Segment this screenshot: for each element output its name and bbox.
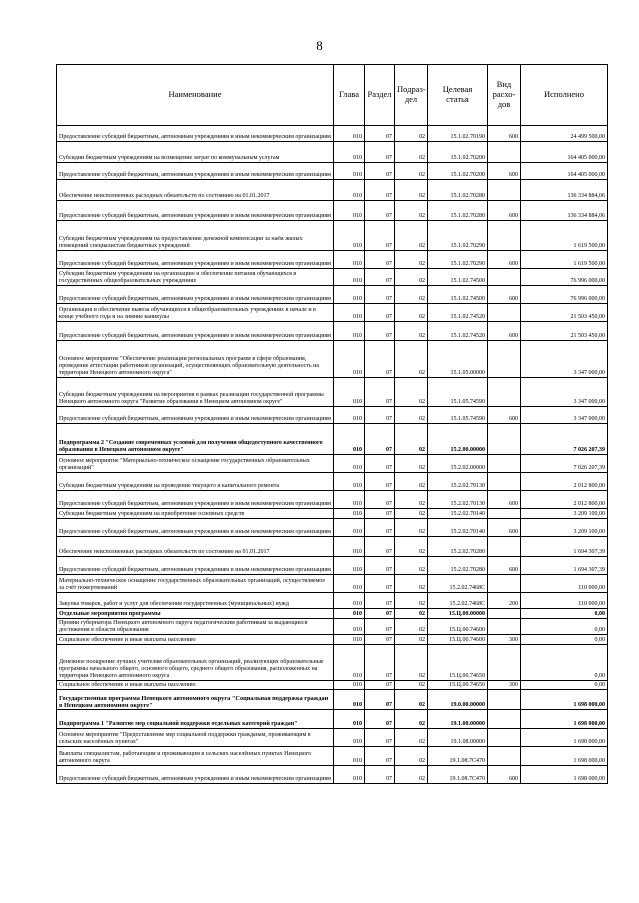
row-razdel: 07: [365, 126, 395, 142]
row-podrazdel: 02: [395, 378, 428, 407]
table-row: [57, 519, 608, 537]
row-vid: [488, 473, 521, 491]
row-razdel: 07: [365, 322, 395, 341]
table-row: [57, 304, 608, 322]
row-ispolneno: 7 026 207,39: [521, 424, 608, 455]
row-ispolneno: 1 694 307,39: [521, 537, 608, 557]
row-ispolneno: 21 503 450,00: [521, 304, 608, 322]
row-glava: 010: [334, 304, 365, 322]
row-razdel: 07: [365, 491, 395, 509]
row-glava: 010: [334, 645, 365, 681]
row-podrazdel: 02: [395, 341, 428, 378]
row-vid: 600: [488, 286, 521, 304]
row-razdel: 07: [365, 304, 395, 322]
row-name: Материально-техническое оснащение государственных образовательных организаций, осуществляемое за счёт пожертвований: [57, 575, 334, 593]
row-razdel: 07: [365, 269, 395, 286]
row-statya: 15.2.02.00000: [428, 455, 488, 473]
row-glava: 010: [334, 341, 365, 378]
table-row: [57, 681, 608, 690]
table-row: [57, 729, 608, 747]
row-razdel: 07: [365, 729, 395, 747]
table-row: [57, 126, 608, 142]
row-ispolneno: 164 405 000,00: [521, 163, 608, 180]
row-name: Предоставление субсидий бюджетным, автономным учреждениям и иным некоммерческим организациям: [57, 201, 334, 221]
row-glava: 010: [334, 163, 365, 180]
row-statya: 15.1.02.70290: [428, 251, 488, 269]
row-statya: 15.2.02.70140: [428, 509, 488, 519]
row-statya: 15.Ц.00.74600: [428, 635, 488, 645]
row-vid: 600: [488, 491, 521, 509]
row-podrazdel: 02: [395, 180, 428, 201]
row-razdel: 07: [365, 690, 395, 710]
table-row: [57, 251, 608, 269]
row-glava: 010: [334, 322, 365, 341]
row-vid: 600: [488, 766, 521, 784]
row-name: Субсидии бюджетным учреждениям на проведение текущего и капитального ремонта: [57, 473, 334, 491]
row-razdel: 07: [365, 407, 395, 424]
row-ispolneno: 2 012 800,00: [521, 473, 608, 491]
row-vid: 200: [488, 593, 521, 609]
row-glava: 010: [334, 286, 365, 304]
row-razdel: 07: [365, 180, 395, 201]
row-razdel: 07: [365, 473, 395, 491]
row-statya: 15.Ц.00.74650: [428, 681, 488, 690]
row-razdel: 07: [365, 286, 395, 304]
table-body: [57, 126, 608, 784]
table-row: [57, 473, 608, 491]
row-glava: 010: [334, 378, 365, 407]
row-statya: 15.1.02.74520: [428, 322, 488, 341]
row-vid: [488, 341, 521, 378]
row-name: Предоставление субсидий бюджетным, автономным учреждениям и иным некоммерческим организациям: [57, 322, 334, 341]
table-row: [57, 455, 608, 473]
row-glava: 010: [334, 269, 365, 286]
row-glava: 010: [334, 766, 365, 784]
row-vid: 600: [488, 251, 521, 269]
row-name: Предоставление субсидий бюджетным, автономным учреждениям и иным некоммерческим организациям: [57, 251, 334, 269]
row-ispolneno: 1 698 000,00: [521, 690, 608, 710]
table-row: [57, 509, 608, 519]
row-ispolneno: 0,00: [521, 609, 608, 619]
table-row: [57, 269, 608, 286]
row-statya: 19.0.00.00000: [428, 690, 488, 710]
row-glava: 010: [334, 424, 365, 455]
table-row: [57, 201, 608, 221]
row-name: Предоставление субсидий бюджетным, автономным учреждениям и иным некоммерческим организациям: [57, 163, 334, 180]
row-razdel: 07: [365, 509, 395, 519]
table-row: [57, 766, 608, 784]
row-statya: 19.1.00.00000: [428, 710, 488, 729]
row-name: Основное мероприятие "Материально-техническое оснащение государственных образовательных организаций": [57, 455, 334, 473]
row-vid: [488, 747, 521, 766]
row-vid: [488, 537, 521, 557]
row-name: Основное мероприятие "Обеспечение реализации региональных программ в сфере образования, проведение аттестации работников организаций, осуществляющих образовательную деятельность на территории Ненецкого автономного округа": [57, 341, 334, 378]
row-statya: 15.2.00.00000: [428, 424, 488, 455]
table-row: [57, 407, 608, 424]
row-vid: 300: [488, 635, 521, 645]
table-row: [57, 575, 608, 593]
row-razdel: 07: [365, 251, 395, 269]
row-name: Закупка товаров, работ и услуг для обеспечения государственных (муниципальных) нужд: [57, 593, 334, 609]
row-name: Обеспечение неисполненных расходных обязательств по состоянию на 01.01.2017: [57, 180, 334, 201]
row-glava: 010: [334, 537, 365, 557]
row-razdel: 07: [365, 619, 395, 635]
row-name: Организация и обеспечение вывоза обучающихся в общеобразовательных учреждениях в начале и в конце учебного года и на зимние каникулы: [57, 304, 334, 322]
row-statya: 15.2.02.70130: [428, 491, 488, 509]
table-row: [57, 163, 608, 180]
row-ispolneno: 76 996 000,00: [521, 286, 608, 304]
row-glava: 010: [334, 407, 365, 424]
row-statya: 15.Ц.00.00000: [428, 609, 488, 619]
row-name: Выплаты специалистам, работающим и проживающим в сельских населённых пунктах Ненецкого автономного округа: [57, 747, 334, 766]
row-razdel: 07: [365, 455, 395, 473]
row-razdel: 07: [365, 766, 395, 784]
row-razdel: 07: [365, 537, 395, 557]
row-statya: 15.2.02.70140: [428, 519, 488, 537]
row-statya: 19.1.08.7С470: [428, 747, 488, 766]
row-glava: 010: [334, 473, 365, 491]
row-ispolneno: 1 694 307,39: [521, 557, 608, 575]
row-name: Предоставление субсидий бюджетным, автономным учреждениям и иным некоммерческим организациям: [57, 126, 334, 142]
row-statya: 19.1.08.7С470: [428, 766, 488, 784]
row-name: Предоставление субсидий бюджетным, автономным учреждениям и иным некоммерческим организациям: [57, 491, 334, 509]
row-ispolneno: 76 996 000,00: [521, 269, 608, 286]
row-statya: 15.1.05.00000: [428, 341, 488, 378]
row-glava: 010: [334, 729, 365, 747]
row-name: Денежное поощрение лучших учителям образовательных организаций, реализующих образовательные программы начального общего, основного общего, среднего общего образования, расположенных на территории Ненецкого автономного округа: [57, 645, 334, 681]
row-podrazdel: 02: [395, 766, 428, 784]
row-razdel: 07: [365, 645, 395, 681]
table-row: [57, 286, 608, 304]
row-razdel: 07: [365, 747, 395, 766]
row-podrazdel: 02: [395, 519, 428, 537]
row-razdel: 07: [365, 201, 395, 221]
row-name: Субсидии бюджетным учреждениям на организацию и обеспечение питания обучающихся в государственных общеобразовательных учреждениях: [57, 269, 334, 286]
row-name: Обеспечение неисполненных расходных обязательств по состоянию на 01.01.2017: [57, 537, 334, 557]
row-name: Подпрограмма 1 "Развитие мер социальной поддержки отдельных категорий граждан": [57, 710, 334, 729]
table-row: [57, 142, 608, 163]
row-name: Подпрограмма 2 "Создание современных условий для получения общедоступного качественного образования в Ненецком автономном округе": [57, 424, 334, 455]
row-statya: 15.1.02.70280: [428, 180, 488, 201]
row-name: Субсидии бюджетным учреждениям на возмещение затрат по коммунальным услугам: [57, 142, 334, 163]
row-vid: [488, 619, 521, 635]
row-name: Отдельные мероприятия программы: [57, 609, 334, 619]
row-glava: 010: [334, 690, 365, 710]
table-row: [57, 537, 608, 557]
row-podrazdel: 02: [395, 635, 428, 645]
row-vid: [488, 378, 521, 407]
row-podrazdel: 02: [395, 509, 428, 519]
row-name: Предоставление субсидий бюджетным, автономным учреждениям и иным некоммерческим организациям: [57, 766, 334, 784]
column-header-razdel: Раздел: [365, 65, 395, 126]
row-statya: 15.1.02.70200: [428, 163, 488, 180]
row-razdel: 07: [365, 163, 395, 180]
row-vid: [488, 424, 521, 455]
row-statya: 15.1.02.70190: [428, 126, 488, 142]
row-podrazdel: 02: [395, 609, 428, 619]
row-podrazdel: 02: [395, 619, 428, 635]
row-ispolneno: 3 347 000,00: [521, 407, 608, 424]
table-row: [57, 609, 608, 619]
row-ispolneno: 0,00: [521, 619, 608, 635]
row-ispolneno: 3 347 000,00: [521, 378, 608, 407]
row-vid: 600: [488, 163, 521, 180]
row-ispolneno: 1 619 500,00: [521, 221, 608, 251]
row-razdel: 07: [365, 378, 395, 407]
row-vid: 600: [488, 557, 521, 575]
row-ispolneno: 24 499 500,00: [521, 126, 608, 142]
table-row: [57, 619, 608, 635]
page-number: 8: [316, 38, 323, 53]
row-glava: 010: [334, 681, 365, 690]
row-razdel: 07: [365, 557, 395, 575]
row-vid: [488, 609, 521, 619]
row-statya: 15.2.02.70280: [428, 537, 488, 557]
column-header-glava: Глава: [334, 65, 365, 126]
row-name: Предоставление субсидий бюджетным, автономным учреждениям и иным некоммерческим организациям: [57, 407, 334, 424]
row-glava: 010: [334, 593, 365, 609]
row-vid: 600: [488, 201, 521, 221]
row-glava: 010: [334, 747, 365, 766]
row-ispolneno: 1 619 500,00: [521, 251, 608, 269]
row-ispolneno: 0,00: [521, 681, 608, 690]
row-ispolneno: 136 334 884,06: [521, 201, 608, 221]
row-statya: 15.2.02.70280: [428, 557, 488, 575]
row-razdel: 07: [365, 710, 395, 729]
row-vid: [488, 221, 521, 251]
row-statya: 15.1.02.74500: [428, 286, 488, 304]
row-ispolneno: 7 026 207,39: [521, 455, 608, 473]
row-podrazdel: 02: [395, 747, 428, 766]
row-ispolneno: 3 347 000,00: [521, 341, 608, 378]
row-podrazdel: 02: [395, 557, 428, 575]
row-vid: 600: [488, 322, 521, 341]
row-glava: 010: [334, 635, 365, 645]
row-name: Предоставление субсидий бюджетным, автономным учреждениям и иным некоммерческим организациям: [57, 519, 334, 537]
row-podrazdel: 02: [395, 269, 428, 286]
column-header-name: Наименование: [57, 65, 334, 126]
row-glava: 010: [334, 180, 365, 201]
row-vid: [488, 269, 521, 286]
row-vid: [488, 180, 521, 201]
row-podrazdel: 02: [395, 681, 428, 690]
row-glava: 010: [334, 491, 365, 509]
row-vid: [488, 509, 521, 519]
row-vid: [488, 142, 521, 163]
row-statya: 15.1.02.70290: [428, 221, 488, 251]
row-razdel: 07: [365, 341, 395, 378]
table-row: [57, 491, 608, 509]
row-vid: 300: [488, 681, 521, 690]
table-row: [57, 645, 608, 681]
row-statya: 15.1.02.70200: [428, 142, 488, 163]
row-razdel: 07: [365, 424, 395, 455]
row-glava: 010: [334, 221, 365, 251]
row-vid: 600: [488, 126, 521, 142]
row-glava: 010: [334, 619, 365, 635]
row-podrazdel: 02: [395, 455, 428, 473]
row-name: Социальное обеспечение и иные выплаты населению: [57, 681, 334, 690]
row-name: Социальное обеспечение и иные выплаты населению: [57, 635, 334, 645]
row-glava: 010: [334, 251, 365, 269]
row-vid: [488, 710, 521, 729]
row-razdel: 07: [365, 635, 395, 645]
row-podrazdel: 02: [395, 491, 428, 509]
row-razdel: 07: [365, 593, 395, 609]
table-row: [57, 690, 608, 710]
row-glava: 010: [334, 710, 365, 729]
row-ispolneno: 1 698 000,00: [521, 766, 608, 784]
row-ispolneno: 3 209 100,00: [521, 509, 608, 519]
table-row: [57, 341, 608, 378]
row-razdel: 07: [365, 221, 395, 251]
row-vid: [488, 690, 521, 710]
row-podrazdel: 02: [395, 537, 428, 557]
row-podrazdel: 02: [395, 322, 428, 341]
row-ispolneno: 3 209 100,00: [521, 519, 608, 537]
row-podrazdel: 02: [395, 163, 428, 180]
row-name: Субсидии бюджетным учреждениям на мероприятия в рамках реализации государственной программы Ненецкого автономного округа "Развитие образования в Ненецком автономном округе": [57, 378, 334, 407]
row-statya: 15.1.05.74590: [428, 407, 488, 424]
row-statya: 15.Ц.00.74650: [428, 645, 488, 681]
row-razdel: 07: [365, 575, 395, 593]
column-header-statya: Целевая статья: [428, 65, 488, 126]
row-podrazdel: 02: [395, 286, 428, 304]
row-ispolneno: 0,00: [521, 635, 608, 645]
row-ispolneno: 164 405 000,00: [521, 142, 608, 163]
row-statya: 15.2.02.70130: [428, 473, 488, 491]
row-podrazdel: 02: [395, 407, 428, 424]
budget-table: [56, 64, 608, 784]
table-row: [57, 747, 608, 766]
row-glava: 010: [334, 201, 365, 221]
row-ispolneno: 1 698 000,00: [521, 729, 608, 747]
row-statya: 15.1.02.74500: [428, 269, 488, 286]
table-row: [57, 593, 608, 609]
table-row: [57, 180, 608, 201]
row-razdel: 07: [365, 609, 395, 619]
row-ispolneno: 0,00: [521, 645, 608, 681]
row-glava: 010: [334, 509, 365, 519]
row-razdel: 07: [365, 681, 395, 690]
row-statya: 15.2.02.7468С: [428, 593, 488, 609]
column-header-ispolneno: Исполнено: [521, 65, 608, 126]
column-header-podrazdel: Подраз- дел: [395, 65, 428, 126]
row-ispolneno: 110 000,00: [521, 593, 608, 609]
row-glava: 010: [334, 609, 365, 619]
row-vid: [488, 645, 521, 681]
row-podrazdel: 02: [395, 424, 428, 455]
row-name: Премии губернатора Ненецкого автономного округа педагогическим работникам за выдающиеся достижения в области образования: [57, 619, 334, 635]
row-name: Государственная программа Ненецкого автономного округа "Социальная поддержка граждан в Ненецком автономном округе": [57, 690, 334, 710]
row-razdel: 07: [365, 519, 395, 537]
row-vid: 600: [488, 407, 521, 424]
row-glava: 010: [334, 126, 365, 142]
row-podrazdel: 02: [395, 690, 428, 710]
row-glava: 010: [334, 575, 365, 593]
row-statya: 19.1.08.00000: [428, 729, 488, 747]
row-podrazdel: 02: [395, 575, 428, 593]
row-ispolneno: 21 503 450,00: [521, 322, 608, 341]
row-podrazdel: 02: [395, 645, 428, 681]
row-ispolneno: 110 000,00: [521, 575, 608, 593]
row-name: Субсидии бюджетным учреждениям на приобретение основных средств: [57, 509, 334, 519]
row-glava: 010: [334, 142, 365, 163]
table-row: [57, 635, 608, 645]
row-vid: [488, 575, 521, 593]
row-podrazdel: 02: [395, 473, 428, 491]
row-podrazdel: 02: [395, 304, 428, 322]
row-podrazdel: 02: [395, 729, 428, 747]
row-ispolneno: 1 698 000,00: [521, 747, 608, 766]
row-statya: 15.1.02.70280: [428, 201, 488, 221]
row-podrazdel: 02: [395, 710, 428, 729]
table-header: [57, 65, 608, 126]
row-ispolneno: 2 012 800,00: [521, 491, 608, 509]
row-name: Основное мероприятие "Предоставление мер социальной поддержки гражданам, проживающим в сельских населённых пунктах": [57, 729, 334, 747]
table-row: [57, 557, 608, 575]
row-ispolneno: 1 698 000,00: [521, 710, 608, 729]
row-vid: [488, 455, 521, 473]
row-name: Субсидии бюджетным учреждениям на предоставление денежной компенсации за наём жилых помещений специалистам бюджетных учреждений: [57, 221, 334, 251]
row-vid: 600: [488, 519, 521, 537]
table-row: [57, 322, 608, 341]
table-row: [57, 221, 608, 251]
row-vid: [488, 304, 521, 322]
row-statya: 15.2.02.7468С: [428, 575, 488, 593]
row-podrazdel: 02: [395, 201, 428, 221]
row-statya: 15.1.02.74520: [428, 304, 488, 322]
row-name: Предоставление субсидий бюджетным, автономным учреждениям и иным некоммерческим организациям: [57, 557, 334, 575]
row-statya: 15.1.05.74590: [428, 378, 488, 407]
row-podrazdel: 02: [395, 142, 428, 163]
row-statya: 15.Ц.00.74600: [428, 619, 488, 635]
row-vid: [488, 729, 521, 747]
row-glava: 010: [334, 557, 365, 575]
table-row: [57, 710, 608, 729]
row-glava: 010: [334, 519, 365, 537]
column-header-vid: Вид расхо- дов: [488, 65, 521, 126]
table-row: [57, 424, 608, 455]
row-ispolneno: 136 334 884,06: [521, 180, 608, 201]
row-glava: 010: [334, 455, 365, 473]
row-podrazdel: 02: [395, 593, 428, 609]
table-row: [57, 378, 608, 407]
row-podrazdel: 02: [395, 126, 428, 142]
row-name: Предоставление субсидий бюджетным, автономным учреждениям и иным некоммерческим организациям: [57, 286, 334, 304]
row-podrazdel: 02: [395, 251, 428, 269]
row-razdel: 07: [365, 142, 395, 163]
row-podrazdel: 02: [395, 221, 428, 251]
